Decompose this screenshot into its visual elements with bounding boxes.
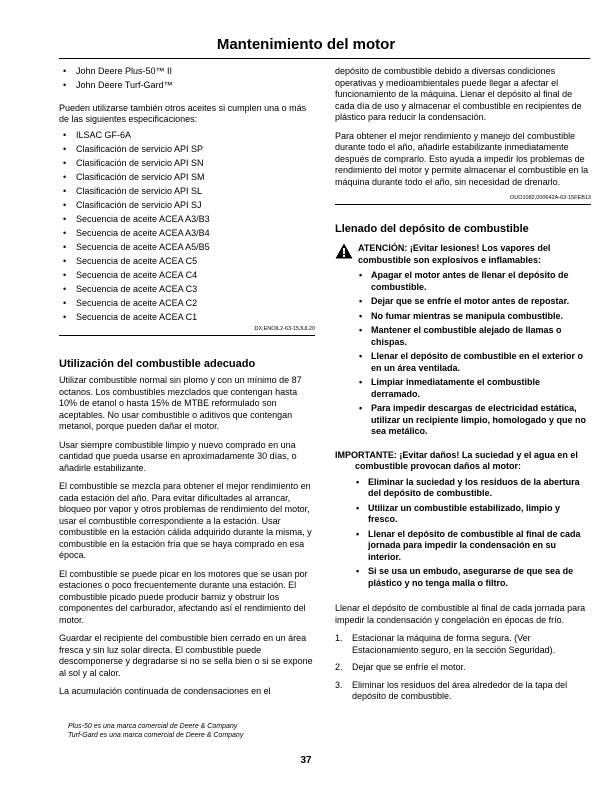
step-text: Dejar que se enfríe el motor. [352,662,466,672]
list-item: • Apagar el motor antes de llenar el depósito de combustible. [358,270,591,293]
footnote [68,723,324,740]
warning-list [358,270,591,438]
fuel-heading: Utilización del combustible adecuado [59,358,256,370]
list-item: • Secuencia de aceite ACEA A3/B3 [59,214,315,226]
fuel-paragraph: Usar siempre combustible limpio y nuevo comprado en una cantidad que pueda usarse en aproximadamente 30 días, o añadirle estabilizante. [59,439,297,473]
step-number: 1. [335,633,343,643]
list-item: • John Deere Turf-Gard™ [59,80,315,92]
page-number: 37 [300,755,312,766]
footnote-line: Turf-Gard es una marca comercial de Deere & Company [68,731,244,739]
list-item: • Secuencia de aceite ACEA C5 [59,256,315,268]
warning-text: ATENCIÓN: ¡Evitar lesiones! Los vapores del combustible son explosivos e inflamables: [358,243,551,265]
list-item: • John Deere Plus-50™ II [59,66,315,78]
step-item [335,633,591,656]
list-item: • Clasificación de servicio API SN [59,158,315,170]
fuel-paragraph: depósito de combustible debido a diversas condiciones operativas y medioambientales puede llegar a afectar el funcionamiento de la máquina. Llenar el depósito al final de cada día de uso y almacenar el combustible en recipientes de plástico para reducir la condensación. [335,66,582,122]
list-item: • Secuencia de aceite ACEA A5/B5 [59,242,315,254]
step-item [335,680,591,703]
fuel-paragraph: Guardar el recipiente del combustible bien cerrado en un área fresca y sin luz solar directa. El combustible puede descomponerse y degradarse si no se sella bien o si se expone al sol y al calor. [59,633,313,678]
list-item: • Secuencia de aceite ACEA C4 [59,270,315,282]
list-item: • Secuencia de aceite ACEA C1 [59,312,315,324]
list-item: • Para impedir descargas de electricidad estática, utilizar un recipiente limpio, homologado y que no sea metálico. [358,403,591,438]
list-item: • Secuencia de aceite ACEA C3 [59,284,315,296]
list-item: • Mantener el combustible alejado de llamas o chispas. [358,325,591,348]
list-item: • Limpiar inmediatamente el combustible derramado. [358,377,591,400]
warning-triangle-icon [335,243,353,259]
fuel-paragraph: Para obtener el mejor rendimiento y manejo del combustible durante todo el año, añadirle estabilizante inmediatamente después de comprarlo. Esto ayuda a impedir los problemas de rendimiento del motor y permite almacenar el combustible en la máquina durante todo el año, sin necesidad de drenarlo. [335,130,589,187]
step-text: Eliminar los residuos del área alrededor de la tapa del depósito de combustible. [352,679,568,701]
list-item: • No fumar mientras se manipula combustible. [358,311,591,323]
reference-code: DX,ENOIL2-63-15JUL20 [254,326,315,332]
step-number: 2. [335,662,343,672]
step-number: 3. [335,679,343,690]
list-item: • Clasificación de servicio API SL [59,186,315,198]
oil-spec-list [59,130,315,324]
list-item: • Dejar que se enfríe el motor antes de repostar. [358,296,591,308]
list-item: • Utilizar un combustible estabilizado, limpio y fresco. [355,503,591,526]
right-column [335,66,591,709]
warning-block [335,243,591,438]
list-item: • Llenar el depósito de combustible al final de cada jornada para impedir la condensación en su interior. [355,529,591,564]
left-column [59,66,315,705]
section-divider [59,335,315,336]
fuel-paragraph: Utilizar combustible normal sin plomo y con un mínimo de 87 octanos. Los combustibles mezclados que contengan hasta 10% de etanol o hasta 15% de MTBE reformulado son aceptables. No usar combustible o aditivos que contengan metanol, porque pueden dañar el motor. [59,375,302,431]
fill-heading: Llenado del depósito de combustible [335,223,529,235]
list-item: • ILSAC GF-6A [59,130,315,142]
list-item: • Llenar el depósito de combustible en el exterior o en un área ventilada. [358,351,591,374]
important-text: IMPORTANTE: ¡Evitar daños! La suciedad y el agua en el combustible provocan daños al motor: [335,449,578,471]
fill-steps [335,633,591,703]
list-item: • Si se usa un embudo, asegurarse de que sea de plástico y no tenga malla o filtro. [355,566,591,589]
fuel-paragraph: El combustible se mezcla para obtener el mejor rendimiento en cada estación del año. Para evitar dificultades al arrancar, bloqueo por vapor y otros problemas de rendimiento del motor, usar el combustible correspondiente a la estación. Usar combustible en la estación cálida adquirido durante la misma, y combustible en la estación fría que se haya comprado en esa época. [59,481,312,560]
fuel-paragraph: La acumulación continuada de condensaciones en el [59,686,271,696]
title-rule [59,58,590,59]
footnote-line: Plus-50 es una marca comercial de Deere & Company [68,723,238,730]
fuel-paragraph: El combustible se puede picar en los motores que se usan por estaciones o poco frecuentemente durante una estación. El combustible picado puede producir barniz y obstruir los componentes del carburador, afectando así el rendimiento del motor. [59,568,308,625]
section-divider [335,204,591,205]
list-item: • Clasificación de servicio API SP [59,144,315,156]
step-item [335,662,591,674]
important-block [335,450,591,590]
list-item: • Eliminar la suciedad y los residuos de la abertura del depósito de combustible. [355,477,591,500]
oil-intro: Pueden utilizarse también otros aceites si cumplen una o más de las siguientes especificaciones: [59,102,307,124]
list-item: • Clasificación de servicio API SJ [59,200,315,212]
page-title: Mantenimiento del motor [216,36,396,53]
list-item: • Clasificación de servicio API SM [59,172,315,184]
oil-brand-list [59,66,315,92]
list-item: • Secuencia de aceite ACEA C2 [59,298,315,310]
reference-code: OUO1082,000642A-63-15FEB13 [509,195,591,201]
important-list [355,477,591,590]
list-item: • Secuencia de aceite ACEA A3/B4 [59,228,315,240]
step-text: Estacionar la máquina de forma segura. (Ver Estacionamiento seguro, en la sección Seguridad). [352,633,556,655]
fill-intro: Llenar el depósito de combustible al final de cada jornada para impedir la condensación y congelación en épocas de frío. [335,603,586,625]
